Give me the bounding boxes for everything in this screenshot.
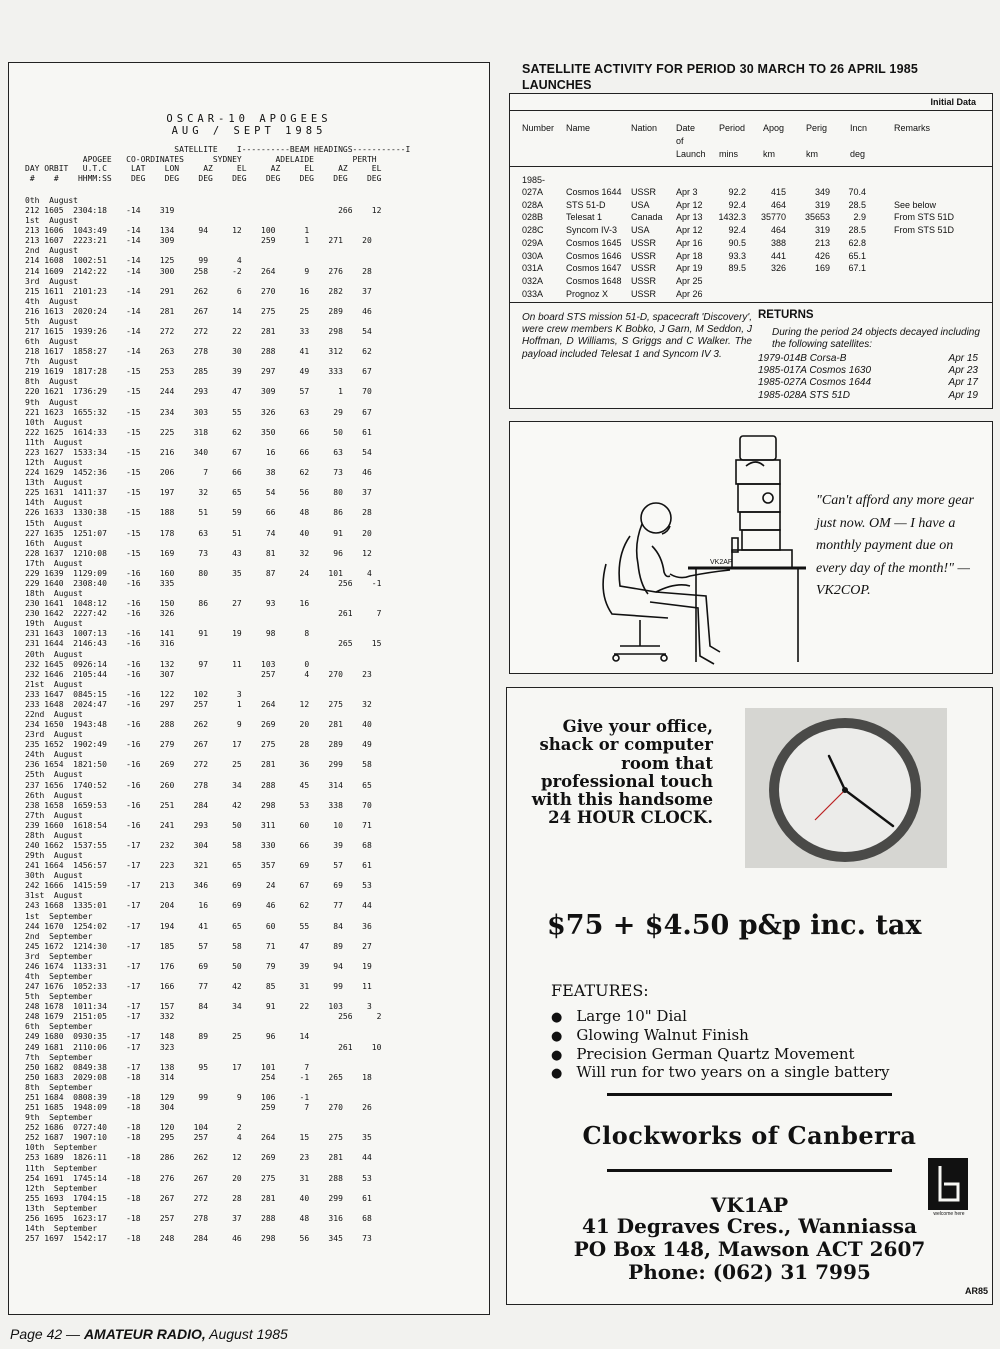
returns-heading: RETURNS: [758, 309, 814, 321]
apogee-row: 251 1685 1948:09 -18 304 259 7 270 26: [25, 1103, 372, 1113]
launch-date-cell: Apr 25: [676, 275, 703, 286]
launch-perig-cell: 35653: [804, 212, 830, 223]
launch-number-cell: 033A: [522, 288, 544, 299]
col-perig: Perig km: [806, 123, 828, 159]
apogee-row: 223 1627 1533:34 -15 216 340 67 16 66 63 54: [25, 447, 372, 457]
launch-date-cell: Apr 18: [676, 250, 703, 261]
launch-date-cell: Apr 3: [676, 187, 698, 197]
feature-text: Precision German Quartz Movement: [576, 1044, 855, 1063]
apogee-row: 214 1609 2142:22 -14 300 258 -2 264 9 276 28: [25, 266, 372, 276]
launch-nation-cell: USSR: [631, 288, 657, 299]
key-label: VK2AP: [710, 559, 733, 566]
year-prefix: 1985-: [522, 175, 546, 185]
apogee-row: 243 1668 1335:01 -17 204 16 69 46 62 77 44: [25, 901, 372, 911]
apogee-row: 10th August: [25, 417, 83, 427]
apogee-row: 222 1625 1614:33 -15 225 318 62 350 66 50 61: [25, 427, 372, 437]
apogee-row: 225 1631 1411:37 -15 197 32 65 54 56 80 37: [25, 488, 372, 498]
cartoon-drawing: [570, 426, 810, 670]
apogee-row: 1st September: [25, 911, 93, 921]
apogee-row: 231 1644 2146:43 -16 316 265 15: [25, 639, 382, 649]
launch-date-cell: Apr 12: [676, 225, 703, 236]
apogee-row: 232 1645 0926:14 -16 132 97 11 103 0: [25, 659, 310, 669]
launch-number-cell: 028B: [522, 212, 544, 223]
apogee-row: 240 1662 1537:55 -17 232 304 58 330 66 39 68: [25, 841, 372, 850]
launch-remarks-cell: See below: [894, 199, 937, 210]
apogee-row: 30th August: [25, 871, 83, 881]
launch-perig-cell: 349: [814, 187, 830, 197]
launch-nation-cell: USSR: [631, 275, 657, 286]
launch-name-cell: Telesat 1: [566, 212, 603, 223]
apogee-row: 11th August: [25, 437, 83, 447]
launch-number-cell: 030A: [522, 250, 544, 261]
col-incn: Incn deg: [850, 123, 868, 159]
apogee-row: 3rd September: [25, 951, 93, 961]
apogee-row: 212 1605 2304:18 -14 319 266 12: [25, 206, 382, 216]
launches-heading: LAUNCHES: [522, 78, 592, 92]
apogee-row: 250 1683 2029:08 -18 314 254 -1 265 18: [25, 1072, 372, 1082]
apogee-row: 238 1658 1659:53 -16 251 284 42 298 53 338 70: [25, 800, 372, 810]
divider-bottom: [607, 1169, 892, 1172]
apogee-row: 229 1639 1129:09 -16 160 80 35 87 24 101 4: [25, 568, 372, 578]
launch-incn-cell: 62.8: [848, 237, 866, 248]
apogee-row: 8th August: [25, 377, 78, 387]
apogee-row: 251 1684 0808:39 -18 129 99 9 106 -1: [25, 1092, 310, 1102]
apogee-row: 253 1689 1826:11 -18 286 262 12 269 23 281 44: [25, 1153, 372, 1163]
satellite-activity-title: SATELLITE ACTIVITY FOR PERIOD 30 MARCH TO 26 APRIL 1985: [522, 62, 919, 76]
apogee-row: 257 1697 1542:17 -18 248 284 46 298 56 345 73: [25, 1234, 372, 1244]
apogee-row: 11th September: [25, 1163, 98, 1173]
launch-nation-cell: USA: [631, 199, 650, 210]
bullet-icon: ●: [551, 1066, 563, 1082]
launch-number-cell: 027A: [522, 187, 544, 197]
apogee-row: 244 1670 1254:02 -17 194 41 65 60 55 84 36: [25, 921, 372, 931]
return-date: Apr 23: [948, 365, 978, 377]
return-designation: 1985-027A Cosmos 1644: [758, 377, 872, 389]
ad-price: $75 + $4.50 p&p inc. tax: [547, 910, 922, 941]
launch-name-cell: Cosmos 1644: [566, 187, 622, 197]
oscar-table-header: SATELLITE I----------BEAM HEADINGS-----------I APOGEE CO-ORDINATES SYDNEY ADELAIDE PERTH DAY ORBIT U.T.C LAT LON AZ EL AZ EL AZ EL # # HHMM:SS DEG DEG DEG DEG DEG DEG DEG DEG: [25, 145, 411, 183]
apogee-row: 224 1629 1452:36 -15 206 7 66 38 62 73 46: [25, 468, 372, 478]
apogee-row: 20th August: [25, 649, 83, 659]
clock-advertisement: [506, 687, 993, 1305]
apogee-row: 220 1621 1736:29 -15 244 293 47 309 57 1 70: [25, 387, 372, 397]
launch-name-cell: Cosmos 1646: [566, 250, 622, 261]
apogee-row: 7th September: [25, 1052, 93, 1062]
col-number: Number: [522, 123, 555, 133]
launch-incn-cell: 28.5: [848, 225, 866, 236]
launch-period-cell: 92.4: [728, 199, 746, 210]
apogee-row: 26th August: [25, 790, 83, 800]
apogee-row: 0th August: [25, 196, 78, 205]
apogee-row: 217 1615 1939:26 -14 272 272 22 281 33 298 54: [25, 327, 372, 337]
apogee-row: 228 1637 1210:08 -15 169 73 43 81 32 96 12: [25, 548, 372, 558]
table-rule-mid: [510, 166, 992, 167]
launch-nation-cell: USSR: [631, 237, 657, 248]
launch-date-cell: Apr 26: [676, 288, 703, 299]
launch-name-cell: STS 51-D: [566, 199, 606, 210]
apogee-row: 215 1611 2101:23 -14 291 262 6 270 16 282 37: [25, 286, 372, 296]
launch-name-cell: Cosmos 1645: [566, 237, 622, 248]
apogee-row: 29th August: [25, 851, 83, 861]
feature-text: Will run for two years on a single battery: [576, 1063, 890, 1082]
apogee-row: 1st August: [25, 216, 78, 226]
apogee-row: 21st August: [25, 679, 83, 689]
launch-nation-cell: USSR: [631, 263, 657, 274]
apogee-row: 18th August: [25, 589, 83, 599]
apogee-row: 234 1650 1943:48 -16 288 262 9 269 20 281 40: [25, 720, 372, 730]
apogee-row: 28th August: [25, 830, 83, 840]
apogee-row: 5th September: [25, 992, 93, 1002]
return-date: Apr 15: [948, 353, 978, 364]
apogee-row: 213 1606 1043:49 -14 134 94 12 100 1: [25, 226, 310, 236]
col-date: Date of Launch: [676, 123, 706, 159]
col-period: Period mins: [719, 123, 746, 159]
launch-date-cell: Apr 19: [676, 263, 703, 274]
bullet-icon: ●: [551, 1028, 563, 1044]
apogee-row: 246 1674 1133:31 -17 176 69 50 79 39 94 19: [25, 961, 372, 971]
launch-apog-cell: 326: [770, 263, 786, 274]
launch-perig-cell: 319: [814, 225, 830, 236]
table-rule-bottom: [510, 302, 992, 303]
launch-nation-cell: USSR: [631, 187, 657, 197]
return-item: [758, 390, 978, 401]
launch-incn-cell: 70.4: [848, 187, 866, 197]
address-line: 41 Degraves Cres., Wanniassa: [581, 1214, 918, 1238]
launch-period-cell: 1432.3: [718, 212, 746, 223]
col-nation: Nation: [631, 123, 658, 133]
footer-magazine: AMATEUR RADIO,: [83, 1326, 206, 1342]
logo-caption: welcome here: [933, 1211, 965, 1217]
apogee-row: 219 1619 1817:28 -15 253 285 39 297 49 333 67: [25, 367, 372, 377]
launch-nation-cell: USA: [631, 225, 650, 236]
address-line: Phone: (062) 31 7995: [628, 1260, 871, 1284]
apogee-row: 19th August: [25, 619, 83, 629]
apogee-row: 230 1641 1048:12 -16 150 86 27 93 16: [25, 599, 310, 609]
feature-text: Large 10" Dial: [576, 1007, 687, 1025]
launch-date-cell: Apr 13: [676, 212, 703, 223]
apogee-row: 242 1666 1415:59 -17 213 346 69 24 67 69 53: [25, 881, 372, 891]
table-rule-top: [510, 110, 992, 111]
features-list: [551, 1008, 890, 1083]
apogee-row: 250 1682 0849:38 -17 138 95 17 101 7: [25, 1062, 310, 1072]
feature-item: [551, 1046, 890, 1065]
launch-incn-cell: 2.9: [853, 212, 866, 223]
return-item: [758, 353, 978, 364]
col-name: Name: [566, 123, 591, 133]
apogee-row: 248 1679 2151:05 -17 332 256 2: [25, 1012, 382, 1022]
initial-data-label: Initial Data: [930, 97, 976, 107]
apogee-row: 9th August: [25, 397, 78, 407]
apogee-row: 248 1678 1011:34 -17 157 84 34 91 22 103 3: [25, 1002, 372, 1012]
feature-item: [551, 1008, 890, 1027]
apogee-row: 24th August: [25, 750, 83, 760]
apogee-row: 213 1607 2223:21 -14 309 259 1 271 20: [25, 236, 372, 246]
callsign: VK1AP: [710, 1193, 789, 1217]
launch-name-cell: Cosmos 1648: [566, 275, 622, 286]
bullet-icon: ●: [551, 1047, 563, 1063]
launch-incn-cell: 65.1: [848, 250, 866, 261]
page-footer: [10, 1326, 288, 1342]
apogee-row: 8th September: [25, 1082, 93, 1092]
apogee-row: 9th September: [25, 1113, 93, 1123]
apogee-row: 31st August: [25, 891, 83, 901]
return-designation: 1985-028A STS 51D: [758, 389, 850, 401]
footer-page: Page 42 —: [10, 1326, 84, 1342]
launch-period-cell: 90.5: [728, 237, 746, 248]
apogee-row: 245 1672 1214:30 -17 185 57 58 71 47 89 27: [25, 941, 372, 951]
return-designation: 1985-017A Cosmos 1630: [758, 365, 872, 377]
apogee-row: 12th August: [25, 458, 83, 468]
oscar-apogees-panel: [8, 62, 490, 1315]
launch-date-cell: Apr 12: [676, 199, 703, 210]
apogee-row: 237 1656 1740:52 -16 260 278 34 288 45 314 65: [25, 780, 372, 790]
launch-number-cell: 028A: [522, 199, 544, 210]
launch-apog-cell: 441: [770, 250, 786, 261]
apogee-row: 236 1654 1821:50 -16 269 272 25 281 36 299 58: [25, 760, 372, 770]
apogee-row: 255 1693 1704:15 -18 267 272 28 281 40 299 61: [25, 1193, 372, 1203]
launch-perig-cell: 426: [814, 250, 830, 261]
returns-text: During the period 24 objects decayed including the following satellites:: [772, 327, 980, 351]
launch-apog-cell: 464: [770, 199, 786, 210]
apogee-row: 2nd August: [25, 246, 78, 256]
col-remarks: Remarks: [894, 123, 931, 133]
launch-nation-cell: Canada: [631, 212, 663, 223]
return-item: [758, 377, 978, 388]
apogee-row: 256 1695 1623:17 -18 257 278 37 288 48 316 68: [25, 1213, 372, 1223]
apogee-row: 3rd August: [25, 276, 78, 286]
launch-period-cell: 92.4: [728, 225, 746, 236]
return-designation: 1979-014B Corsa-B: [758, 353, 847, 364]
launch-number-cell: 032A: [522, 275, 544, 286]
apogee-row: 6th August: [25, 337, 78, 347]
cartoon-caption: "Can't afford any more gear just now. OM — I have a monthly payment due on every day of the month!" — VK2COP.: [816, 493, 974, 598]
feature-item: [551, 1027, 890, 1046]
apogee-row: 230 1642 2227:42 -16 326 261 7: [25, 609, 382, 619]
divider-top: [607, 1093, 892, 1096]
apogee-row: 2nd September: [25, 931, 93, 941]
launch-number-cell: 031A: [522, 263, 544, 274]
launch-apog-cell: 35770: [760, 212, 786, 223]
apogee-row: 4th September: [25, 972, 93, 982]
apogee-row: 214 1608 1002:51 -14 125 99 4: [25, 256, 242, 266]
apogee-row: 27th August: [25, 810, 83, 820]
cartoon-box: [509, 421, 993, 674]
launch-remarks-cell: From STS 51D: [894, 212, 955, 223]
apogee-row: 229 1640 2308:40 -16 335 256 -1: [25, 578, 382, 588]
oscar-table-body: [25, 196, 381, 1244]
apogee-row: 13th September: [25, 1203, 98, 1213]
return-item: [758, 365, 978, 376]
footer-date: August 1985: [205, 1326, 288, 1342]
apogee-row: 254 1691 1745:14 -18 276 267 20 275 31 288 53: [25, 1173, 372, 1183]
launch-nation-cell: USSR: [631, 250, 657, 261]
launch-name-cell: Prognoz X: [566, 288, 609, 299]
apogee-row: 6th September: [25, 1022, 93, 1032]
apogee-row: 249 1681 2110:06 -17 323 261 10: [25, 1042, 382, 1052]
apogee-row: 247 1676 1052:33 -17 166 77 42 85 31 99 11: [25, 982, 372, 992]
return-date: Apr 19: [948, 389, 978, 401]
address: [507, 1215, 992, 1284]
clock-photo: [745, 708, 947, 868]
sts-mission-text: On board STS mission 51-D, spacecraft 'Discovery', were crew members K Bobko, J Garn, M Seddon, J Hoffman, D Williams, S Griggs and C Walker. The payload included Telesat 1 and Syncom IV 3.: [522, 312, 753, 360]
apogee-row: 4th August: [25, 296, 78, 306]
apogee-row: 13th August: [25, 478, 83, 488]
apogee-row: 22nd August: [25, 709, 83, 719]
feature-item: [551, 1064, 890, 1083]
launch-apog-cell: 464: [770, 225, 786, 236]
apogee-row: 5th August: [25, 316, 78, 326]
launch-perig-cell: 213: [814, 237, 830, 248]
apogee-row: 218 1617 1858:27 -14 263 278 30 288 41 312 62: [25, 347, 372, 357]
apogee-row: 15th August: [25, 518, 83, 528]
apogee-row: 216 1613 2020:24 -14 281 267 14 275 25 289 46: [25, 306, 372, 316]
launch-name-cell: Cosmos 1647: [566, 263, 622, 274]
launch-incn-cell: 28.5: [848, 199, 866, 210]
oscar-title: OSCAR-10 APOGEES AUG / SEPT 1985: [166, 113, 332, 137]
apogee-row: 23rd August: [25, 730, 83, 740]
bullet-icon: ●: [551, 1010, 563, 1025]
ad-code: AR85: [964, 1286, 988, 1296]
features-heading: FEATURES:: [551, 981, 649, 1000]
apogee-row: 241 1664 1456:57 -17 223 321 65 357 69 57 61: [25, 861, 372, 871]
apogee-row: 252 1686 0727:40 -18 120 104 2: [25, 1123, 242, 1133]
launch-date-cell: Apr 16: [676, 237, 703, 248]
apogee-row: 16th August: [25, 538, 83, 548]
col-apog: Apog km: [763, 123, 785, 159]
apogee-row: 227 1635 1251:07 -15 178 63 51 74 40 91 20: [25, 528, 372, 538]
apogee-row: 221 1623 1655:32 -15 234 303 55 326 63 29 67: [25, 407, 372, 417]
apogee-row: 231 1643 1007:13 -16 141 91 19 98 8: [25, 629, 310, 639]
apogee-row: 233 1647 0845:15 -16 122 102 3: [25, 689, 242, 699]
satellite-activity-box: [509, 93, 993, 409]
launch-perig-cell: 169: [814, 263, 830, 274]
launch-period-cell: 92.2: [728, 187, 746, 197]
apogee-row: 7th August: [25, 357, 78, 367]
apogee-row: 226 1633 1330:38 -15 188 51 59 66 48 86 28: [25, 508, 372, 518]
apogee-row: 235 1652 1902:49 -16 279 267 17 275 28 289 49: [25, 740, 372, 750]
apogee-row: 14th August: [25, 498, 83, 508]
return-date: Apr 17: [948, 377, 978, 389]
ad-lead-text: Give your office, shack or computer room that professional touch with this handsome 24 HOUR CLOCK.: [531, 717, 713, 828]
launch-number-cell: 028C: [522, 225, 544, 236]
apogee-row: 12th September: [25, 1183, 98, 1193]
launch-apog-cell: 388: [770, 237, 786, 248]
apogee-row: 249 1680 0930:35 -17 148 89 25 96 14: [25, 1032, 310, 1042]
launch-remarks-cell: From STS 51D: [894, 225, 955, 236]
launch-period-cell: 89.5: [728, 263, 746, 274]
launch-period-cell: 93.3: [728, 250, 746, 261]
apogee-row: 239 1660 1618:54 -16 241 293 50 311 60 10 71: [25, 820, 372, 830]
apogee-row: 252 1687 1907:10 -18 295 257 4 264 15 275 35: [25, 1133, 372, 1143]
launch-name-cell: Syncom IV-3: [566, 225, 618, 236]
launch-apog-cell: 415: [770, 187, 786, 197]
feature-text: Glowing Walnut Finish: [576, 1025, 749, 1044]
apogee-row: 232 1646 2105:44 -16 307 257 4 270 23: [25, 669, 372, 679]
launch-number-cell: 029A: [522, 237, 544, 248]
launch-incn-cell: 67.1: [848, 263, 866, 274]
apogee-row: 233 1648 2024:47 -16 297 257 1 264 12 275 32: [25, 699, 372, 709]
apogee-row: 17th August: [25, 558, 83, 568]
address-line: PO Box 148, Mawson ACT 2607: [573, 1237, 926, 1261]
apogee-row: 10th September: [25, 1143, 98, 1153]
apogee-row: 25th August: [25, 770, 83, 780]
brand-name: Clockworks of Canberra: [582, 1121, 917, 1150]
launch-perig-cell: 319: [814, 199, 830, 210]
apogee-row: 14th September: [25, 1223, 98, 1233]
